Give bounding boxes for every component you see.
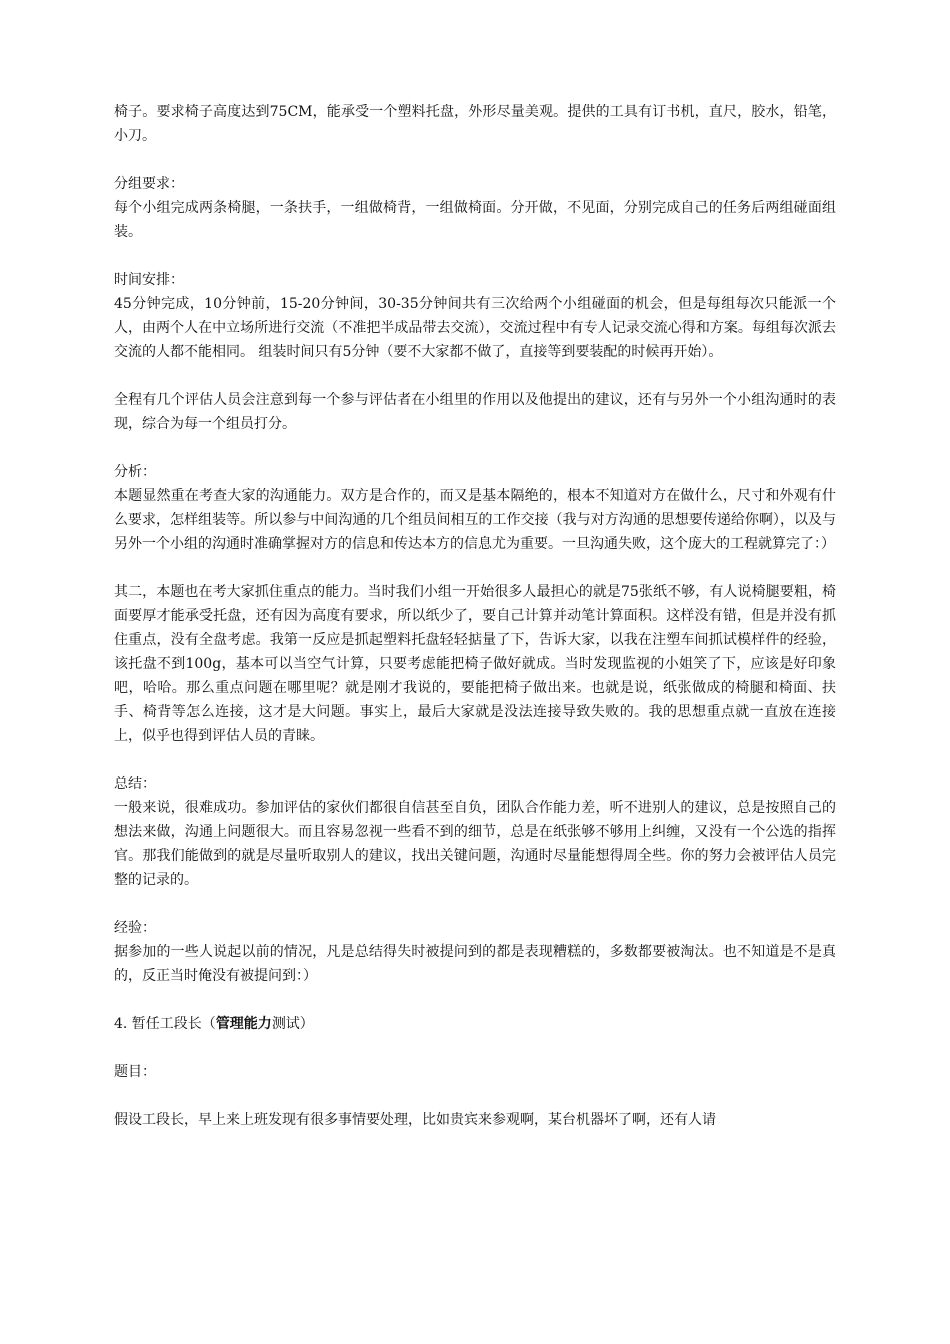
spacer — [114, 436, 836, 460]
section-4-prefix: 4. 暂任工段长（ — [114, 1016, 216, 1032]
spacer — [114, 1084, 836, 1108]
spacer — [114, 892, 836, 916]
spacer — [114, 1036, 836, 1060]
schedule-label: 时间安排： — [114, 272, 184, 288]
analysis-paragraph: 本题显然重在考查大家的沟通能力。双方是合作的，而又是基本隔绝的，根本不知道对方在做什么，尺寸和外观有什么要求，怎样组装等。所以参与中间沟通的几个组员间相互的工作交接（我与对方沟通的思想要传递给你啊），以及与另外一个小组的沟通时准确掌握对方的信息和传达本方的信息尤为重要。一旦沟通失败，这个庞大的工程就算完了：） — [114, 488, 836, 552]
evaluators-paragraph: 全程有几个评估人员会注意到每一个参与评估者在小组里的作用以及他提出的建议，还有与另外一个小组沟通时的表现，综合为每一个组员打分。 — [114, 392, 836, 432]
schedule-paragraph: 45分钟完成，10分钟前，15-20分钟间，30-35分钟间共有三次给两个小组碰面的机会，但是每组每次只能派一个人，由两个人在中立场所进行交流（不准把半成品带去交流），交流过程中有专人记录交流心得和方案。每组每次派去交流的人都不能相同。 组装时间只有5分钟（要不大家都不做了，直接等到要装配的时候再开始）。 — [114, 296, 836, 360]
spacer — [114, 364, 836, 388]
spacer — [114, 988, 836, 1012]
second-point-paragraph: 其二，本题也在考大家抓住重点的能力。当时我们小组一开始很多人最担心的就是75张纸不够，有人说椅腿要粗，椅面要厚才能承受托盘，还有因为高度有要求，所以纸少了，要自己计算并动笔计算面积。这样没有错，但是并没有抓住重点，没有全盘考虑。我第一反应是抓起塑料托盘轻轻掂量了下，告诉大家，以我在注塑车间抓试模样件的经验，该托盘不到100g，基本可以当空气计算，只要考虑能把椅子做好就成。当时发现监视的小姐笑了下，应该是好印象吧，哈哈。那么重点问题在哪里呢？就是刚才我说的，要能把椅子做出来。也就是说，纸张做成的椅腿和椅面、扶手、椅背等怎么连接，这才是大问题。事实上，最后大家就是没法连接导致失败的。我的思想重点就一直放在连接上，似乎也得到评估人员的青睐。 — [114, 584, 836, 744]
summary-label: 总结： — [114, 776, 156, 792]
experience-paragraph: 据参加的一些人说起以前的情况，凡是总结得失时被提问到的都是表现糟糕的，多数都要被淘汰。也不知道是不是真的，反正当时俺没有被提问到：） — [114, 944, 836, 984]
grouping-paragraph: 每个小组完成两条椅腿，一条扶手，一组做椅背，一组做椅面。分开做，不见面，分别完成自己的任务后两组碰面组装。 — [114, 200, 836, 240]
analysis-label: 分析： — [114, 464, 156, 480]
experience-label: 经验： — [114, 920, 156, 936]
document-body — [114, 100, 836, 1132]
section-4-bold: 管理能力 — [215, 1016, 272, 1032]
spacer — [114, 556, 836, 580]
grouping-label: 分组要求： — [114, 176, 184, 192]
spacer — [114, 244, 836, 268]
section-4-heading — [114, 1012, 836, 1036]
question-label: 题目： — [114, 1064, 156, 1080]
section-4-suffix: 测试） — [271, 1016, 314, 1032]
intro-paragraph: 椅子。要求椅子高度达到75CM，能承受一个塑料托盘，外形尽量美观。提供的工具有订书机，直尺，胶水，铅笔，小刀。 — [114, 104, 836, 144]
summary-paragraph: 一般来说，很难成功。参加评估的家伙们都很自信甚至自负，团队合作能力差，听不进别人的建议，总是按照自己的想法来做，沟通上问题很大。而且容易忽视一些看不到的细节，总是在纸张够不够用上纠缠，又没有一个公选的指挥官。那我们能做到的就是尽量听取别人的建议，找出关键问题，沟通时尽量能想得周全些。你的努力会被评估人员完整的记录的。 — [114, 800, 836, 888]
scenario-paragraph: 假设工段长，早上来上班发现有很多事情要处理，比如贵宾来参观啊，某台机器坏了啊，还有人请 — [114, 1112, 716, 1128]
spacer — [114, 748, 836, 772]
spacer — [114, 148, 836, 172]
